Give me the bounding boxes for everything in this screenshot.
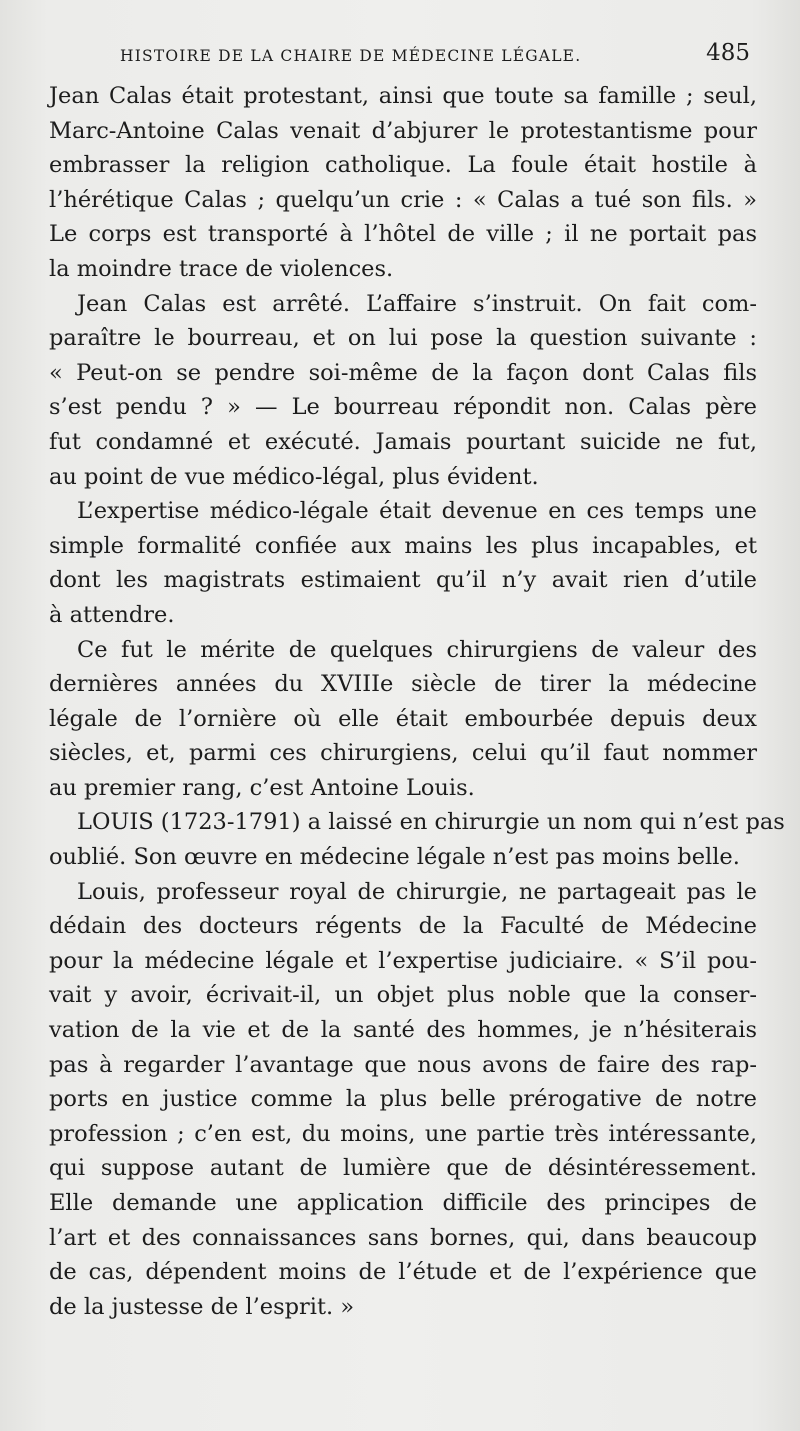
text-line: de la justesse de l’esprit. » <box>49 1293 355 1320</box>
text-line: qui suppose autant de lumière que de désintéressement. <box>49 1155 757 1182</box>
text-line: pour la médecine légale et l’expertise judiciaire. « S’il pou- <box>49 947 757 974</box>
text-line: oublié. Son œuvre en médecine légale n’est pas moins belle. <box>49 844 740 871</box>
text-line: Le corps est transporté à l’hôtel de ville ; il ne portait pas <box>49 221 757 248</box>
text-line: Jean Calas était protestant, ainsi que toute sa famille ; seul, <box>49 83 757 109</box>
text-line: simple formalité confiée aux mains les plus incapables, et <box>49 532 757 559</box>
running-title: HISTOIRE DE LA CHAIRE DE MÉDECINE LÉGALE. <box>120 47 582 65</box>
text-line: dédain des docteurs régents de la Faculté de Médecine <box>49 913 757 940</box>
text-line: profession ; c’en est, du moins, une partie très intéressante, <box>49 1120 757 1147</box>
text-line: Elle demande une application difficile des principes de <box>49 1190 757 1216</box>
text-line: siècles, et, parmi ces chirurgiens, celui qu’il faut nommer <box>49 740 757 767</box>
text-line: de cas, dépendent moins de l’étude et de l’expérience que <box>49 1259 757 1286</box>
paragraph-louis-quote <box>49 875 757 1325</box>
paragraph-surgeons <box>49 633 757 806</box>
text-line: Marc-Antoine Calas venait d’abjurer le protestantisme pour <box>49 117 757 144</box>
text-line: L’expertise médico-légale était devenue en ces temps une <box>77 498 757 525</box>
text-line: vation de la vie et de la santé des hommes, je n’hésiterais <box>49 1017 757 1044</box>
text-line: fut condamné et exécuté. Jamais pourtant suicide ne fut, <box>49 428 757 455</box>
paragraph-louis-dates <box>49 805 785 874</box>
text-line: au premier rang, c’est Antoine Louis. <box>49 774 475 801</box>
paragraph-calas-family <box>49 79 757 287</box>
page-number: 485 <box>706 40 750 66</box>
text-line: vait y avoir, écrivait-il, un objet plus noble que la conser- <box>49 982 757 1009</box>
text-line: l’art et des connaissances sans bornes, qui, dans beaucoup <box>49 1224 757 1251</box>
text-line: LOUIS (1723-1791) a laissé en chirurgie un nom qui n’est pas <box>77 809 785 836</box>
paragraph-calas-arrest <box>49 287 757 495</box>
text-line: dernières années du XVIIIe siècle de tirer la médecine <box>49 671 757 698</box>
text-line: la moindre trace de violences. <box>49 255 394 282</box>
text-line: pas à regarder l’avantage que nous avons de faire des rap- <box>49 1051 757 1078</box>
text-line: à attendre. <box>49 601 175 628</box>
text-line: paraître le bourreau, et on lui pose la question suivante : <box>49 325 757 352</box>
text-line: s’est pendu ? » — Le bourreau répondit non. Calas père <box>49 394 757 421</box>
text-line: Louis, professeur royal de chirurgie, ne partageait pas le <box>77 878 757 905</box>
text-line: légale de l’ornière où elle était embourbée depuis deux <box>49 705 757 732</box>
text-line: Jean Calas est arrêté. L’affaire s’instruit. On fait com- <box>77 290 757 317</box>
body-text <box>49 79 785 1324</box>
paragraph-expertise <box>49 494 757 632</box>
text-line: l’hérétique Calas ; quelqu’un crie : « Calas a tué son fils. » <box>49 186 757 213</box>
text-line: ports en justice comme la plus belle prérogative de notre <box>49 1086 757 1113</box>
text-line: dont les magistrats estimaient qu’il n’y avait rien d’utile <box>49 567 757 594</box>
text-line: au point de vue médico-légal, plus évident. <box>49 463 539 490</box>
running-head <box>120 40 750 70</box>
text-line: Ce fut le mérite de quelques chirurgiens de valeur des <box>77 636 757 663</box>
text-line: embrasser la religion catholique. La foule était hostile à <box>49 152 757 179</box>
text-line: « Peut-on se pendre soi-même de la façon dont Calas fils <box>49 359 757 386</box>
